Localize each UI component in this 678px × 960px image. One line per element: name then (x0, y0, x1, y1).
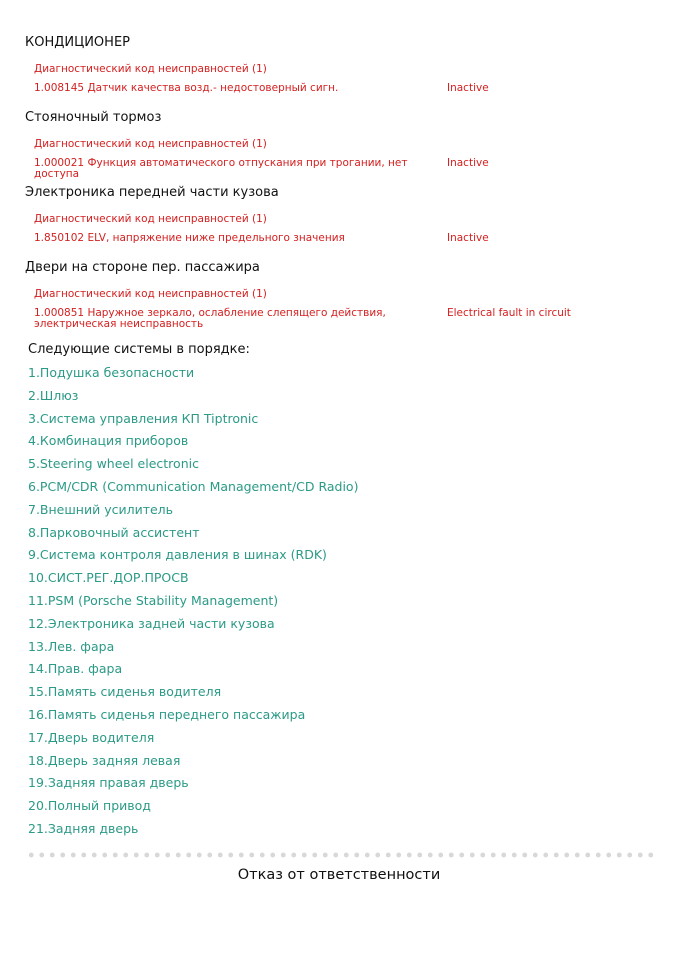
faulty-system (25, 34, 489, 94)
ok-system-item: 10.СИСТ.РЕГ.ДОР.ПРОСВ (28, 570, 189, 586)
ok-system-item: 11.PSM (Porsche Stability Management) (28, 592, 279, 608)
ok-system-item: 17.Дверь водителя (28, 729, 155, 745)
ok-system-item: 4.Комбинация приборов (28, 433, 189, 449)
ok-system-item: 2.Шлюз (28, 387, 79, 403)
dotted-divider (26, 852, 656, 858)
fault-status: Inactive (447, 232, 489, 244)
fault-row (34, 233, 489, 244)
fault-description-line: 1.008145 Датчик качества возд.- недостоверный сигн. (34, 82, 339, 94)
faulty-system (25, 109, 489, 180)
fault-description (34, 308, 447, 330)
ok-system-item: 16.Память сиденья переднего пассажира (28, 706, 306, 722)
fault-description-line: 1.000851 Наружное зеркало, ослабление слепящего действия, (34, 307, 386, 319)
system-title: Двери на стороне пер. пассажира (25, 260, 260, 275)
fault-header: Диагностический код неисправностей (1) (34, 138, 267, 150)
fault-status: Inactive (447, 157, 489, 169)
fault-row (34, 83, 489, 94)
ok-system-item: 6.PCM/CDR (Communication Management/CD Radio) (28, 478, 359, 494)
ok-system-item: 9.Система контроля давления в шинах (RDK) (28, 547, 327, 563)
ok-systems-title: Следующие системы в порядке: (28, 342, 250, 357)
ok-system-item: 21.Задняя дверь (28, 820, 139, 836)
fault-description (34, 83, 447, 94)
system-title: Стояночный тормоз (25, 110, 162, 125)
fault-description (34, 158, 447, 180)
ok-system-item: 14.Прав. фара (28, 661, 123, 677)
fault-header: Диагностический код неисправностей (1) (34, 213, 267, 225)
disclaimer-heading: Отказ от ответственности (237, 867, 441, 883)
fault-description-line: электрическая неисправность (34, 318, 204, 330)
fault-status: Electrical fault in circuit (447, 307, 571, 319)
fault-description-line: 1.850102 ELV, напряжение ниже предельного значения (34, 232, 345, 244)
ok-system-item: 19.Задняя правая дверь (28, 775, 189, 791)
fault-status: Inactive (447, 82, 489, 94)
ok-system-item: 20.Полный привод (28, 798, 151, 814)
ok-system-item: 18.Дверь задняя левая (28, 752, 181, 768)
ok-systems-list (28, 362, 358, 841)
fault-row (34, 158, 489, 180)
ok-system-item: 8.Парковочный ассистент (28, 524, 200, 540)
fault-row (34, 308, 571, 330)
ok-system-item: 7.Внешний усилитель (28, 501, 174, 517)
faulty-system (25, 184, 489, 244)
system-title: КОНДИЦИОНЕР (25, 35, 130, 50)
ok-system-item: 3.Система управления КП Tiptronic (28, 410, 259, 426)
fault-description-line: 1.000021 Функция автоматического отпускания при трогании, нет доступа (34, 157, 408, 180)
ok-system-item: 13.Лев. фара (28, 638, 115, 654)
fault-header: Диагностический код неисправностей (1) (34, 288, 267, 300)
faulty-system (25, 259, 571, 330)
ok-system-item: 15.Память сиденья водителя (28, 684, 222, 700)
fault-description (34, 233, 447, 244)
ok-system-item: 1.Подушка безопасности (28, 365, 195, 380)
ok-system-item: 5.Steering wheel electronic (28, 456, 199, 472)
ok-system-item: 12.Электроника задней части кузова (28, 615, 275, 631)
system-title: Электроника передней части кузова (25, 185, 279, 200)
fault-header: Диагностический код неисправностей (1) (34, 63, 267, 75)
